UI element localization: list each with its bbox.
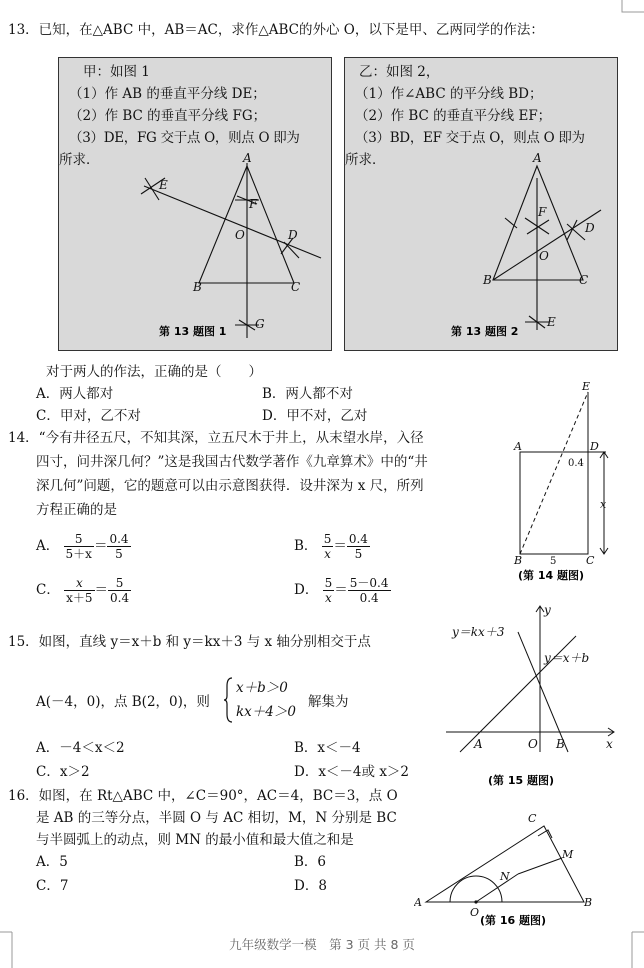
q14-label-E: E <box>582 380 591 393</box>
q13-option-d: D．甲不对，乙对 <box>262 408 368 424</box>
yi-label-B: B <box>483 273 492 287</box>
yi-label-C: C <box>579 273 589 287</box>
q14-label-5: 5 <box>550 556 557 567</box>
q16-line3: 与半圆弧上的动点，则 MN 的最小值和最大值之和是 <box>36 832 354 848</box>
jia-label-F: F <box>249 197 258 211</box>
q15-sys2: kx＋4＞0 <box>236 704 296 720</box>
q14-b-den2: 5 <box>354 547 363 561</box>
q14-d-eq: ＝ <box>334 582 348 598</box>
q16-option-a: A．5 <box>36 854 68 870</box>
q14-label-C: C <box>586 554 595 567</box>
yi-step1: （1）作∠ABC 的平分线 BD； <box>355 86 543 102</box>
q15-label-O: O <box>528 737 538 751</box>
q15-label-y: y <box>544 603 551 617</box>
q15-option-b: B．x＜－4 <box>294 740 361 756</box>
q15-line2b: 解集为 <box>308 694 349 710</box>
q16-label-B: B <box>584 896 593 909</box>
q14-c-eq: ＝ <box>94 582 109 598</box>
q16-label-O: O <box>470 906 480 919</box>
q14-a-den: 5＋x <box>65 547 92 561</box>
q15-line1: 15．如图，直线 y＝x＋b 和 y＝kx＋3 与 x 轴分别相交于点 <box>8 634 371 650</box>
q13-option-c: C．甲对，乙不对 <box>36 408 141 424</box>
q14-label-B: B <box>514 554 523 567</box>
q15-label-x: x <box>606 737 613 751</box>
q15-sys1: x＋b＞0 <box>236 680 288 696</box>
jia-label-A: A <box>243 151 252 165</box>
q16-line2: 是 AB 的三等分点，半圆 O 与 AC 相切，M，N 分别是 BC <box>36 810 397 826</box>
q16-label-A: A <box>414 896 422 909</box>
yi-label-A: A <box>533 151 542 165</box>
q16-option-d: D．8 <box>294 878 327 894</box>
jia-step3: （3）DE，FG 交于点 O，则点 O 即为 <box>69 130 300 146</box>
q15-option-d: D．x＜－4或 x＞2 <box>294 764 410 780</box>
jia-figure <box>59 58 331 350</box>
jia-label-E: E <box>159 178 168 192</box>
q14-c-num2: 5 <box>108 576 131 591</box>
q14-line1: 14．“今有井径五尺，不知其深，立五尺木于井上，从末望水岸，入径 <box>8 430 424 446</box>
jia-title: 甲：如图 1 <box>83 64 150 80</box>
q15-label-B: B <box>556 737 565 751</box>
q14-option-d <box>294 576 391 605</box>
jia-label-O: O <box>235 228 245 242</box>
q14-b-eq: ＝ <box>333 538 347 554</box>
q16-option-b: B．6 <box>294 854 327 870</box>
q14-a-den2: 5 <box>115 547 123 561</box>
jia-caption: 第 13 题图 1 <box>159 325 227 338</box>
yi-figure <box>345 58 617 350</box>
q15-brace <box>224 676 234 724</box>
q14-option-c <box>36 576 131 605</box>
q13-box-jia <box>58 57 332 351</box>
q14-d-den2: 0.4 <box>359 591 379 605</box>
q14-option-b <box>294 532 370 561</box>
q14-caption: (第 14 题图) <box>518 569 585 582</box>
q13-option-b: B．两人都不对 <box>262 386 353 402</box>
q16-caption: (第 16 题图) <box>480 914 547 927</box>
yi-caption: 第 13 题图 2 <box>451 325 519 338</box>
q14-option-c-label: C． <box>36 582 60 598</box>
jia-label-G: G <box>255 317 265 331</box>
yi-label-O: O <box>539 249 549 263</box>
q15-caption: (第 15 题图) <box>488 774 555 787</box>
jia-step2: （2）作 BC 的垂直平分线 FG； <box>69 108 267 124</box>
jia-label-C: C <box>291 280 301 294</box>
q15-label-l2: y＝x＋b <box>544 651 590 665</box>
q16-option-c: C．7 <box>36 878 69 894</box>
q14-label-A: A <box>514 440 522 453</box>
q15-label-l1: y＝kx＋3 <box>452 625 505 639</box>
q15-option-a: A．－4＜x＜2 <box>36 740 125 756</box>
q14-option-d-label: D． <box>294 582 319 598</box>
q14-option-b-label: B． <box>294 538 318 554</box>
q14-option-a-label: A． <box>36 538 60 554</box>
q15-figure <box>446 602 622 788</box>
yi-title: 乙：如图 2， <box>359 64 440 80</box>
q14-label-D: D <box>590 440 599 453</box>
q14-b-num: 5 <box>323 532 332 546</box>
q14-line4: 方程正确的是 <box>36 502 117 518</box>
q14-d-num2: 5－0.4 <box>349 576 389 590</box>
q14-b-num2: 0.4 <box>348 532 368 546</box>
q16-label-C: C <box>528 812 537 825</box>
q16-label-M: M <box>562 848 574 861</box>
jia-label-D: D <box>288 228 298 242</box>
q14-c-num: x <box>64 576 94 591</box>
q14-a-num: 5 <box>64 532 94 547</box>
q13-box-yi <box>344 57 618 351</box>
q14-c-den: x＋5 <box>66 591 93 605</box>
q13-stem: 13．已知，在△ABC 中，AB＝AC，求作△ABC的外心 O，以下是甲、乙两同学的作法： <box>8 22 544 38</box>
q14-line3: 深几何”问题，它的题意可以由示意图获得．设井深为 x 尺，所列 <box>36 478 424 494</box>
q16-line1: 16．如图，在 Rt△ABC 中，∠C＝90°，AC＝4，BC＝3，点 O <box>8 788 398 804</box>
yi-step4: 所求． <box>345 152 386 168</box>
q14-figure <box>504 378 624 586</box>
q14-a-num2: 0.4 <box>109 532 129 546</box>
q15-option-c: C．x＞2 <box>36 764 90 780</box>
q14-label-04: 0.4 <box>568 458 584 469</box>
q14-d-den: x <box>325 591 332 605</box>
q14-label-x: x <box>600 498 607 511</box>
q14-b-den: x <box>324 547 331 561</box>
q16-figure <box>414 806 604 934</box>
yi-label-E: E <box>547 315 556 329</box>
q15-label-A: A <box>474 737 483 751</box>
q14-c-den2: 0.4 <box>110 591 130 605</box>
q14-a-eq: ＝ <box>93 538 108 554</box>
yi-step2: （2）作 BC 的垂直平分线 EF； <box>355 108 552 124</box>
yi-label-D: D <box>585 221 595 235</box>
q14-line2: 四寸，问井深几何？”这是我国古代数学著作《九章算术》中的“井 <box>36 454 428 470</box>
jia-label-B: B <box>193 280 202 294</box>
q13-option-a: A．两人都对 <box>36 386 114 402</box>
yi-step3: （3）BD，EF 交于点 O，则点 O 即为 <box>355 130 585 146</box>
q14-d-num: 5 <box>324 576 333 590</box>
jia-step1: （1）作 AB 的垂直平分线 DE； <box>69 86 266 102</box>
page-footer: 九年级数学一模 第 3 页 共 8 页 <box>229 937 415 952</box>
yi-label-F: F <box>538 205 547 219</box>
jia-step4: 所求． <box>59 152 100 168</box>
q13-question: 对于两人的作法，正确的是（ ） <box>46 364 262 380</box>
q14-option-a <box>36 532 131 561</box>
q15-line2a: A(－4，0)，点 B(2，0)，则 <box>36 694 210 710</box>
q16-label-N: N <box>500 870 510 883</box>
